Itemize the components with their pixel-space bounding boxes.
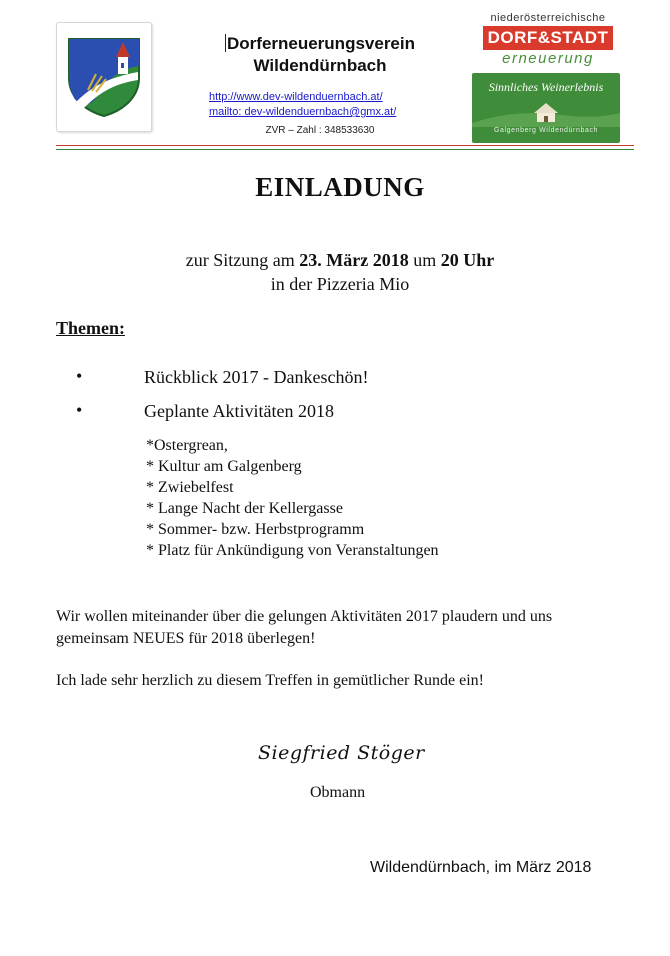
text-cursor (225, 34, 226, 52)
date-place: Wildendürnbach, im März 2018 (370, 859, 592, 876)
subitem: * Platz für Ankündigung von Veranstaltungen (146, 542, 439, 559)
website-link[interactable]: http://www.dev-wildenduernbach.at/ (209, 91, 383, 103)
org-name (170, 33, 470, 77)
partner-logo-sub-text: erneuerung (502, 50, 594, 67)
cellar-house-icon (472, 95, 620, 127)
topics-heading: Themen: (56, 318, 125, 338)
subitem: * Sommer- bzw. Herbstprogramm (146, 521, 365, 538)
subitem: *Ostergrean, (146, 437, 228, 454)
session-prefix: zur Sitzung am (185, 250, 300, 270)
zvr-number: ZVR – Zahl : 348533630 (265, 125, 375, 136)
subitem: * Kultur am Galgenberg (146, 458, 302, 475)
topic-subitems (146, 435, 439, 561)
paragraph-discussion: Wir wollen miteinander über die gelungen Aktivitäten 2017 plaudern und uns gemeinsam NEUES für 2018 überlegen! (56, 608, 553, 647)
wine-logo (472, 73, 620, 143)
signature-role: Obmann (310, 784, 366, 801)
session-date: 23. März 2018 (299, 250, 409, 270)
header-divider-green (56, 149, 634, 150)
partner-logo-top-text: niederösterreichische (490, 12, 606, 24)
bullet-icon: • (76, 366, 83, 386)
coat-of-arms-icon (66, 36, 142, 118)
partner-logo-badge: DORF&STADT (483, 26, 613, 50)
invitation-title: EINLADUNG (255, 172, 425, 202)
org-name-line1: Dorferneuerungsverein (227, 34, 415, 53)
subitem: * Zwiebelfest (146, 479, 234, 496)
session-place: in der Pizzeria Mio (270, 274, 410, 294)
session-line (0, 250, 670, 271)
topic-item: Geplante Aktivitäten 2018 (144, 401, 334, 421)
wine-logo-title: Sinnliches Weinerlebnis (488, 80, 604, 94)
signature-name: Siegfried Stöger (258, 742, 425, 764)
session-mid: um (408, 250, 441, 270)
email-link[interactable]: mailto: dev-wildenduernbach@gmx.at/ (209, 106, 397, 118)
village-logo (56, 22, 152, 132)
wine-logo-subtitle: Galgenberg Wildendürnbach (493, 127, 599, 134)
header-divider-red (56, 145, 634, 146)
bullet-icon: • (76, 400, 83, 420)
topic-item: Rückblick 2017 - Dankeschön! (144, 367, 369, 387)
session-time: 20 Uhr (440, 250, 495, 270)
subitem: * Lange Nacht der Kellergasse (146, 500, 343, 517)
paragraph-invitation: Ich lade sehr herzlich zu diesem Treffen in gemütlicher Runde ein! (56, 672, 485, 689)
org-name-line2: Wildendürnbach (253, 56, 387, 75)
